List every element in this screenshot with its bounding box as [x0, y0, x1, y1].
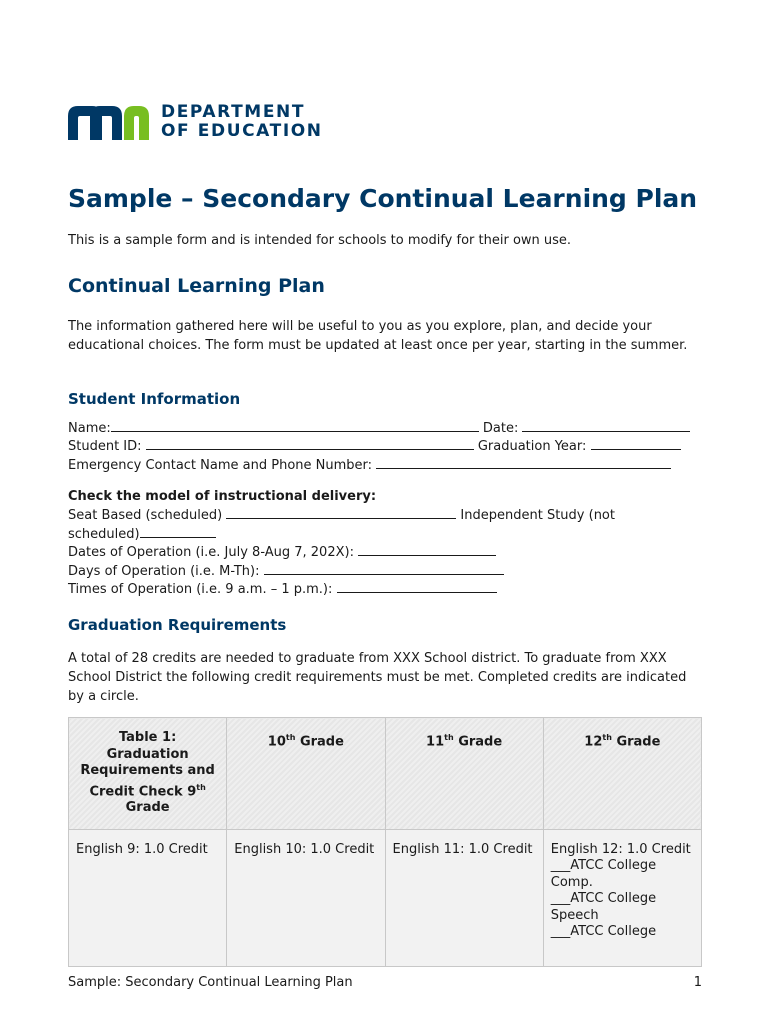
id-gradyear-row [68, 437, 681, 456]
times-label: Times of Operation (i.e. 9 a.m. – 1 p.m.): [68, 582, 333, 597]
table-caption-cell [69, 718, 227, 830]
dates-label: Dates of Operation (i.e. July 8-Aug 7, 202X): [68, 545, 354, 560]
table-caption: Table 1: Graduation Requirements and Credit Check 9 [80, 730, 215, 799]
name-field[interactable] [111, 419, 479, 432]
section-title: Continual Learning Plan [68, 275, 325, 297]
graduation-requirements-table [68, 717, 702, 967]
scheduled-label: scheduled) [68, 527, 140, 542]
mn-logo-icon [68, 104, 149, 140]
scheduled-row [68, 525, 216, 544]
student-id-field[interactable] [146, 437, 474, 450]
days-label: Days of Operation (i.e. M-Th): [68, 564, 260, 579]
days-row [68, 562, 504, 581]
page-number: 1 [693, 975, 702, 990]
emergency-label: Emergency Contact Name and Phone Number: [68, 458, 373, 473]
grade-10-num: 10 [267, 734, 286, 750]
grade-12-english: English 12: 1.0 Credit [550, 841, 691, 857]
dates-field[interactable] [358, 543, 496, 556]
table-caption-tail: Grade [125, 800, 170, 816]
grade-12-num: 12 [584, 734, 603, 750]
section-intro: The information gathered here will be useful to you as you explore, plan, and decide your educational choices. The form must be updated at least once per year, starting in the summer. [68, 319, 688, 353]
independent-study-field[interactable] [140, 525, 216, 538]
name-label: Name: [68, 421, 111, 436]
grade-11-num: 11 [426, 734, 445, 750]
header-grade-10 [227, 718, 385, 830]
grad-requirements-text: A total of 28 credits are needed to graduate from XXX School district. To graduate from XXX School District the following credit requirements must be met. Completed credits are indicated by a circle. [68, 651, 687, 704]
seat-based-row [68, 506, 615, 525]
dates-row [68, 543, 496, 562]
emergency-field[interactable] [376, 456, 671, 469]
grade-12-label: Grade [616, 734, 661, 750]
page-title: Sample – Secondary Continual Learning Plan [68, 184, 698, 213]
times-row [68, 580, 497, 599]
grade-11-label: Grade [458, 734, 503, 750]
graduation-year-label: Graduation Year: [477, 439, 587, 454]
grade-10-sup: th [285, 733, 296, 742]
cell-grade-9: English 9: 1.0 Credit [69, 829, 227, 966]
cell-grade-11: English 11: 1.0 Credit [385, 829, 543, 966]
graduation-year-field[interactable] [591, 437, 681, 450]
table-caption-sup: th [196, 782, 206, 792]
logo-wordmark [161, 103, 323, 141]
grade-12-option: ___ATCC College Speech [550, 891, 657, 923]
times-field[interactable] [337, 580, 497, 593]
grade-12-option: ___ATCC College [550, 924, 657, 940]
grade-12-option: ___ATCC College Comp. [550, 858, 657, 890]
days-field[interactable] [264, 562, 504, 575]
name-date-row [68, 419, 690, 438]
seat-based-field[interactable] [226, 506, 456, 519]
logo-line-2: OF EDUCATION [161, 121, 323, 141]
grad-requirements-heading: Graduation Requirements [68, 616, 287, 634]
student-id-label: Student ID: [68, 439, 142, 454]
intro-text: This is a sample form and is intended for schools to modify for their own use. [68, 233, 572, 248]
logo-line-1: DEPARTMENT [161, 102, 306, 122]
grade-12-sup: th [602, 733, 612, 742]
header-grade-12 [543, 718, 701, 830]
mde-logo [68, 103, 323, 141]
cell-grade-12 [543, 829, 701, 966]
page-footer [68, 975, 702, 990]
delivery-heading: Check the model of instructional delivery: [68, 489, 377, 504]
footer-title: Sample: Secondary Continual Learning Plan [68, 975, 353, 990]
emergency-row [68, 456, 671, 475]
table-row [69, 829, 702, 966]
table-header-row [69, 718, 702, 830]
cell-grade-10: English 10: 1.0 Credit [227, 829, 385, 966]
date-field[interactable] [522, 419, 690, 432]
independent-study-label: Independent Study (not [460, 508, 615, 523]
grade-11-sup: th [444, 733, 454, 742]
header-grade-11 [385, 718, 543, 830]
grade-10-label: Grade [299, 734, 344, 750]
student-info-heading: Student Information [68, 390, 241, 408]
seat-based-label: Seat Based (scheduled) [68, 508, 223, 523]
date-label: Date: [482, 421, 519, 436]
